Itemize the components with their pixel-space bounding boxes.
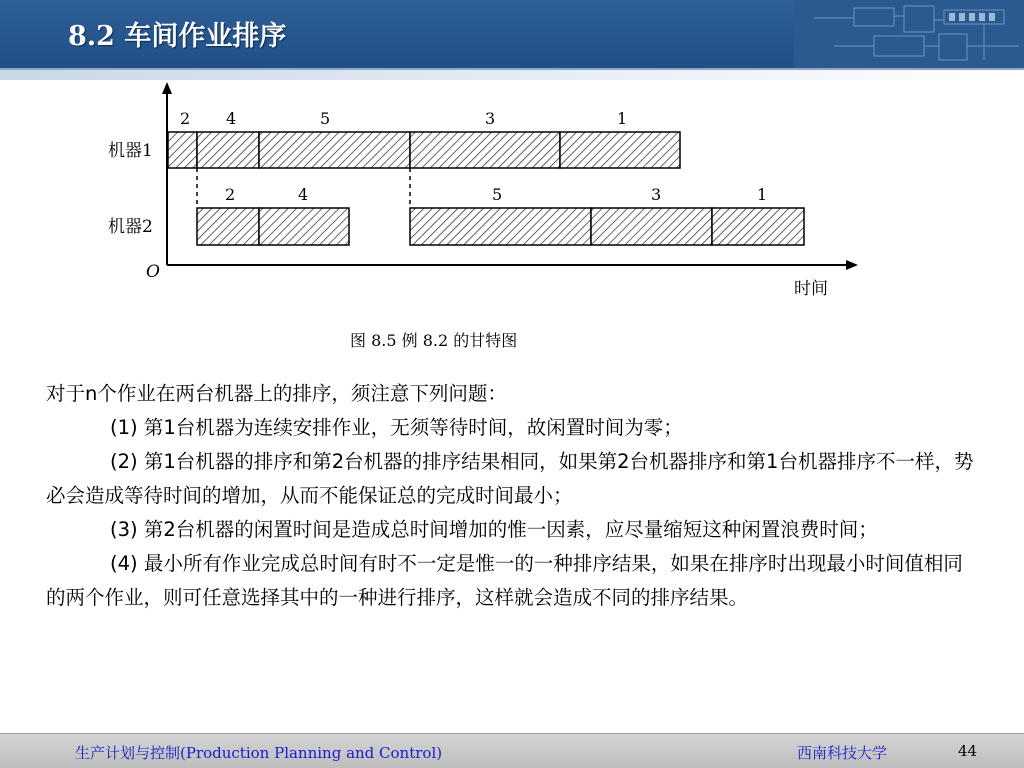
- footer-course: 生产计划与控制(Production Planning and Control): [75, 744, 443, 762]
- circuit-decoration: [794, 0, 1024, 68]
- x-axis-label: 时间: [794, 279, 828, 299]
- m2-job-label: 4: [298, 185, 309, 204]
- machine2-label: 机器2: [108, 217, 153, 237]
- m2-job-label: 3: [651, 185, 662, 204]
- x-axis-arrow: [846, 260, 858, 270]
- point-1: (1) 第1台机器为连续安排作业，无须等待时间，故闲置时间为零；: [110, 416, 683, 439]
- m2-bar-job4: [259, 208, 349, 245]
- intro-paragraph: 对于n个作业在两台机器上的排序，须注意下列问题：: [46, 382, 507, 405]
- m1-job-label: 1: [617, 109, 628, 128]
- header-divider: [0, 68, 1024, 80]
- machine1-label: 机器1: [108, 141, 153, 161]
- m2-job-label: 5: [492, 185, 503, 204]
- body-text: [46, 377, 976, 615]
- gantt-chart: [100, 82, 870, 382]
- slide-title: 8.2 车间作业排序: [68, 21, 287, 52]
- m2-bar-job2: [197, 208, 259, 245]
- slide-header: [0, 0, 1024, 68]
- m1-bar-job3: [410, 132, 560, 168]
- figure-caption: 图 8.5 例 8.2 的甘特图: [350, 331, 518, 350]
- m2-bar-job3: [591, 208, 712, 245]
- slide-footer: [0, 733, 1024, 768]
- m1-bar-job5: [259, 132, 410, 168]
- m2-bar-job1: [712, 208, 804, 245]
- point-4: (4) 最小所有作业完成总时间有时不一定是惟一的一种排序结果，如果在排序时出现最小时间值相同的两个作业，则可任意选择其中的一种进行排序，这样就会造成不同的排序结果。: [46, 552, 963, 609]
- m2-job-label: 2: [225, 185, 236, 204]
- m1-bar-job2: [168, 132, 197, 168]
- m2-job-label: 1: [757, 185, 768, 204]
- point-3: (3) 第2台机器的闲置时间是造成总时间增加的惟一因素，应尽量缩短这种闲置浪费时间；: [110, 518, 878, 541]
- m1-job-label: 3: [485, 109, 496, 128]
- origin-label: O: [146, 262, 160, 282]
- m1-job-label: 2: [180, 109, 191, 128]
- page-number: 44: [958, 742, 978, 760]
- m1-job-label: 5: [320, 109, 331, 128]
- m1-bar-job4: [197, 132, 259, 168]
- m2-bar-job5: [410, 208, 591, 245]
- m1-job-label: 4: [226, 109, 237, 128]
- footer-university: 西南科技大学: [797, 744, 888, 762]
- y-axis-arrow: [162, 82, 172, 94]
- m1-bar-job1: [560, 132, 680, 168]
- point-2: (2) 第1台机器的排序和第2台机器的排序结果相同，如果第2台机器排序和第1台机器排序不一样，势必会造成等待时间的增加，从而不能保证总的完成时间最小；: [46, 450, 974, 507]
